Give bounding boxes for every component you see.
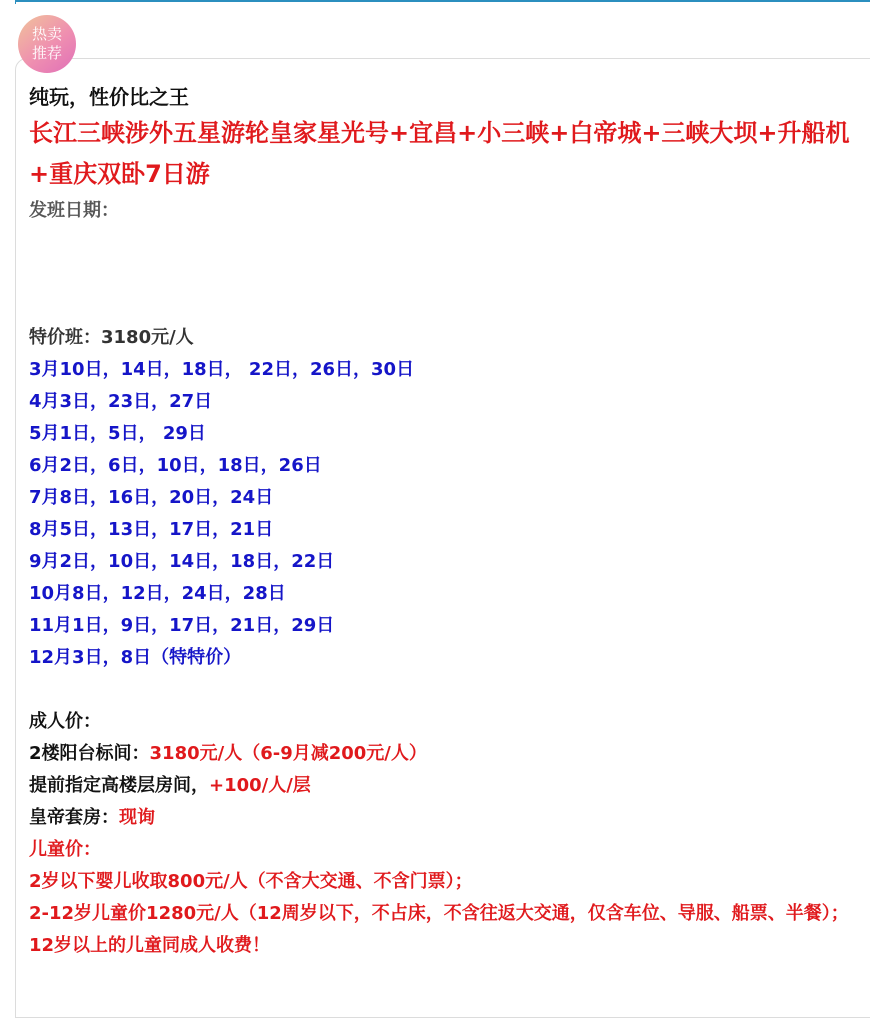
badge-line-2: 推荐	[31, 44, 62, 62]
date-line: 10月8日，12日，24日，28日	[29, 583, 286, 604]
badge-line-1: 热卖	[31, 25, 62, 43]
departure-label: 发班日期：	[29, 200, 119, 221]
special-price: 3180元/人	[101, 327, 194, 348]
adult-price-label: 成人价：	[29, 711, 101, 732]
infant-price: 2岁以下婴儿收取800元/人（不含大交通、不含门票）；	[29, 871, 473, 892]
date-line: 7月8日，16日，20日，24日	[29, 487, 274, 508]
date-line: 9月2日，10日，14日，18日，22日	[29, 551, 335, 572]
high-floor-line	[29, 770, 870, 802]
imperial-suite-line	[29, 802, 870, 834]
top-border-corner	[15, 0, 16, 4]
top-border-line	[15, 0, 870, 2]
blank-gap	[29, 227, 870, 322]
balcony-label: 2楼阳台标间：	[29, 743, 150, 764]
blank-gap	[29, 674, 870, 706]
date-line: 4月3日，23日，27日	[29, 391, 213, 412]
balcony-price: 3180元/人（6-9月减200元/人）	[149, 743, 427, 764]
balcony-room-line	[29, 738, 870, 770]
child-price-label: 儿童价：	[29, 839, 101, 860]
suite-label: 皇帝套房：	[29, 807, 119, 828]
product-tagline: 纯玩，性价比之王	[29, 85, 189, 109]
date-line: 8月5日，13日，17日，21日	[29, 519, 274, 540]
child-price: 2-12岁儿童价1280元/人（12周岁以下，不占床，不含往返大交通，仅含车位、导服、船票、半餐）；	[29, 903, 849, 924]
date-line: 3月10日，14日，18日， 22日，26日，30日	[29, 359, 415, 380]
high-floor-price: +100/人/层	[209, 775, 311, 796]
product-title[interactable]: 长江三峡涉外五星游轮皇家星光号+宜昌+小三峡+白帝城+三峡大坝+升船机+重庆双卧7日游	[29, 119, 850, 188]
special-label: 特价班：	[29, 327, 101, 348]
date-line: 5月1日，5日， 29日	[29, 423, 206, 444]
over-12-price: 12岁以上的儿童同成人收费！	[29, 935, 271, 956]
special-price-line	[29, 322, 870, 354]
date-line: 6月2日，6日，10日，18日，26日	[29, 455, 322, 476]
date-line: 12月3日，8日（特特价）	[29, 647, 242, 668]
suite-price: 现询	[119, 807, 155, 828]
product-content	[29, 82, 870, 962]
hot-recommend-badge	[18, 15, 76, 73]
date-line: 11月1日，9日，17日，21日，29日	[29, 615, 335, 636]
high-floor-label: 提前指定高楼层房间，	[29, 775, 209, 796]
